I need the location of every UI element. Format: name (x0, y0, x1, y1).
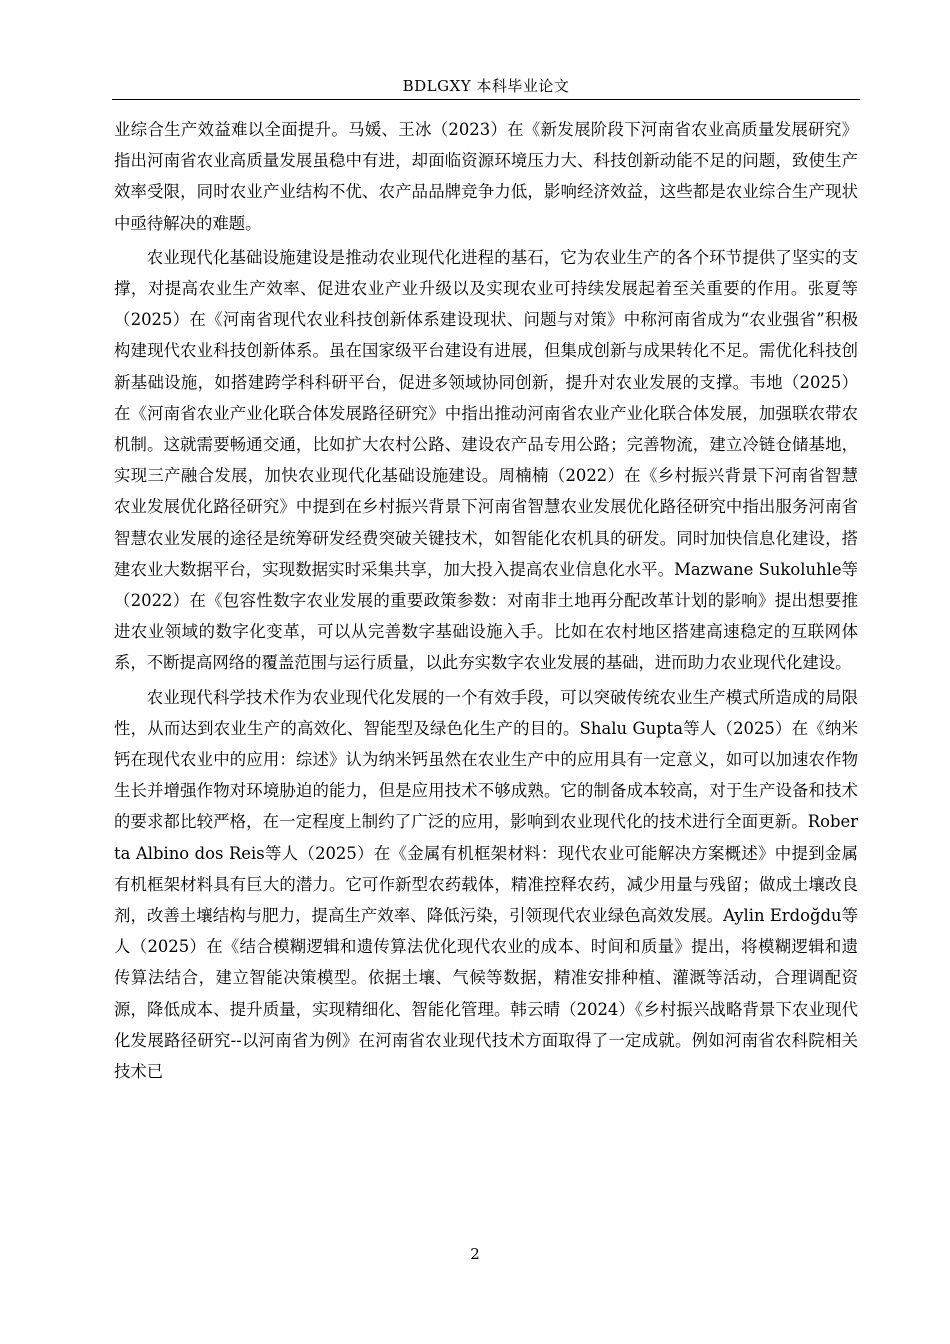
body-text (114, 114, 858, 1090)
paragraph-infrastructure: 农业现代化基础设施建设是推动农业现代化进程的基石，它为农业生产的各个环节提供了坚实的支撑，对提高农业生产效率、促进农业产业升级以及实现农业可持续发展起着至关重要的作用。张夏等（2025）在《河南省现代农业科技创新体系建设现状、问题与对策》中称河南省成为“农业强省”积极构建现代农业科技创新体系。虽在国家级平台建设有进展，但集成创新与成果转化不足。需优化科技创新基础设施，如搭建跨学科科研平台，促进多领域协同创新，提升对农业发展的支撑。韦地（2025）在《河南省农业产业化联合体发展路径研究》中指出推动河南省农业产业化联合体发展，加强联农带农机制。这就需要畅通交通，比如扩大农村公路、建设农产品专用公路；完善物流，建立冷链仓储基地，实现三产融合发展，加快农业现代化基础设施建设。周楠楠（2022）在《乡村振兴背景下河南省智慧农业发展优化路径研究》中提到在乡村振兴背景下河南省智慧农业发展优化路径研究中指出服务河南省智慧农业发展的途径是统筹研发经费突破关键技术，如智能化农机具的研发。同时加快信息化建设，搭建农业大数据平台，实现数据实时采集共享，加大投入提高农业信息化水平。Mazwane Sukoluhle等（2022）在《包容性数字农业发展的重要政策参数：对南非土地再分配改革计划的影响》提出想要推进农业领域的数字化变革，可以从完善数字基础设施入手。比如在农村地区搭建高速稳定的互联网体系，不断提高网络的覆盖范围与运行质量，以此夯实数字农业发展的基础，进而助力农业现代化建设。 (114, 247, 858, 673)
paragraph-continuation: 业综合生产效益难以全面提升。马媛、王冰（2023）在《新发展阶段下河南省农业高质量发展研究》指出河南省农业高质量发展虽稳中有进，却面临资源环境压力大、科技创新动能不足的问题，致使生产效率受限，同时农业产业结构不优、农产品品牌竞争力低，影响经济效益，这些都是农业综合生产现状中亟待解决的难题。 (114, 120, 858, 233)
page-number: 2 (470, 1245, 480, 1263)
running-header: BDLGXY 本科毕业论文 (402, 77, 570, 95)
paragraph-technology: 农业现代科学技术作为农业现代化发展的一个有效手段，可以突破传统农业生产模式所造成的局限性，从而达到农业生产的高效化、智能型及绿色化生产的目的。Shalu Gupta等人（2025）在《纳米钙在现代农业中的应用：综述》认为纳米钙虽然在农业生产中的应用具有一定意义，如可以加速农作物生长并增强作物对环境胁迫的能力，但是应用技术不够成熟。它的制备成本较高，对于生产设备和技术的要求都比较严格，在一定程度上制约了广泛的应用，影响到农业现代化的技术进行全面更新。Roberta Albino dos Reis等人（2025）在《金属有机框架材料：现代农业可能解决方案概述》中提到金属有机框架材料具有巨大的潜力。它可作新型农药载体，精准控释农药，减少用量与残留；做成土壤改良剂，改善土壤结构与肥力，提高生产效率、降低污染，引领现代农业绿色高效发展。Aylin Erdoğdu等人（2025）在《结合模糊逻辑和遗传算法优化现代农业的成本、时间和质量》提出，将模糊逻辑和遗传算法结合，建立智能决策模型。依据土壤、气候等数据，精准安排种植、灌溉等活动，合理调配资源，降低成本、提升质量，实现精细化、智能化管理。韩云晴（2024）《乡村振兴战略背景下农业现代化发展路径研究--以河南省为例》在河南省农业现代技术方面取得了一定成就。例如河南省农科院相关技术已 (114, 687, 858, 1082)
header-rule (112, 99, 860, 100)
